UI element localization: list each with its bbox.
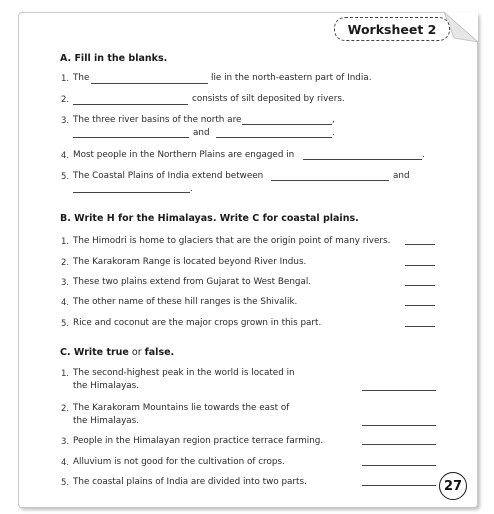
c2-text-line1: The Karakoram Mountains lie towards the east of bbox=[73, 403, 290, 413]
c4-number: 4. bbox=[61, 458, 70, 468]
a1-number: 1. bbox=[61, 74, 70, 84]
b4-text: The other name of these hill ranges is the Shivalik. bbox=[73, 297, 298, 307]
a5-blank-1[interactable] bbox=[271, 180, 389, 181]
a4-period: . bbox=[422, 150, 425, 160]
c3-text: People in the Himalayan region practice terrace farming. bbox=[73, 436, 324, 446]
b5-answer-blank[interactable] bbox=[405, 326, 435, 327]
a3-comma: , bbox=[332, 115, 335, 125]
a3-and: and bbox=[193, 128, 210, 138]
a5-number: 5. bbox=[61, 172, 70, 182]
b1-text: The Himodri is home to glaciers that are the origin point of many rivers. bbox=[73, 236, 391, 246]
c2-number: 2. bbox=[61, 404, 70, 414]
a3-period: . bbox=[332, 128, 335, 138]
b2-number: 2. bbox=[61, 258, 70, 268]
b4-number: 4. bbox=[61, 298, 70, 308]
a2-blank[interactable] bbox=[73, 104, 188, 105]
c1-number: 1. bbox=[61, 369, 70, 379]
b5-text: Rice and coconut are the major crops grown in this part. bbox=[73, 318, 322, 328]
a5-blank-2[interactable] bbox=[73, 192, 190, 193]
c4-text: Alluvium is not good for the cultivation of crops. bbox=[73, 457, 285, 467]
c3-answer-blank[interactable] bbox=[362, 444, 436, 445]
page-number: 27 bbox=[439, 472, 467, 500]
a1-text-end: lie in the north-eastern part of India. bbox=[211, 73, 372, 83]
a2-number: 2. bbox=[61, 95, 70, 105]
c5-answer-blank[interactable] bbox=[362, 485, 436, 486]
c4-answer-blank[interactable] bbox=[362, 465, 436, 466]
b5-number: 5. bbox=[61, 319, 70, 329]
b2-text: The Karakoram Range is located beyond River Indus. bbox=[73, 257, 307, 267]
a2-text: consists of silt deposited by rivers. bbox=[192, 94, 345, 104]
a4-text: Most people in the Northern Plains are engaged in bbox=[73, 150, 295, 160]
a1-blank[interactable] bbox=[91, 83, 208, 84]
b2-answer-blank[interactable] bbox=[405, 265, 435, 266]
c1-text-line1: The second-highest peak in the world is located in bbox=[73, 368, 295, 378]
a3-text: The three river basins of the north are bbox=[73, 115, 242, 125]
c2-answer-blank[interactable] bbox=[362, 425, 436, 426]
b3-text: These two plains extend from Gujarat to West Bengal. bbox=[73, 277, 312, 287]
a4-blank[interactable] bbox=[303, 159, 422, 160]
a1-text-start: The bbox=[73, 73, 90, 83]
c5-number: 5. bbox=[61, 478, 70, 488]
section-b-title: B. Write H for the Himalayas. Write C for coastal plains. bbox=[60, 213, 359, 224]
a3-blank-2[interactable] bbox=[73, 137, 189, 138]
b3-number: 3. bbox=[61, 278, 70, 288]
b1-answer-blank[interactable] bbox=[405, 244, 435, 245]
b4-answer-blank[interactable] bbox=[405, 305, 435, 306]
a5-text: The Coastal Plains of India extend between bbox=[73, 171, 264, 181]
section-a-title: A. Fill in the blanks. bbox=[60, 53, 168, 64]
a4-number: 4. bbox=[61, 151, 70, 161]
worksheet-badge: Worksheet 2 bbox=[334, 17, 450, 41]
c5-text: The coastal plains of India are divided into two parts. bbox=[73, 477, 307, 487]
c1-answer-blank[interactable] bbox=[362, 390, 436, 391]
a5-and: and bbox=[393, 171, 410, 181]
b1-number: 1. bbox=[61, 237, 70, 247]
a3-number: 3. bbox=[61, 116, 70, 126]
b3-answer-blank[interactable] bbox=[405, 285, 435, 286]
c1-text-line2: the Himalayas. bbox=[73, 381, 140, 391]
a5-period: . bbox=[190, 184, 193, 194]
a3-blank-3[interactable] bbox=[216, 137, 332, 138]
a3-blank-1[interactable] bbox=[242, 124, 332, 125]
section-c-title: C. Write true or false. bbox=[60, 347, 175, 358]
c3-number: 3. bbox=[61, 437, 70, 447]
c2-text-line2: the Himalayas. bbox=[73, 416, 140, 426]
